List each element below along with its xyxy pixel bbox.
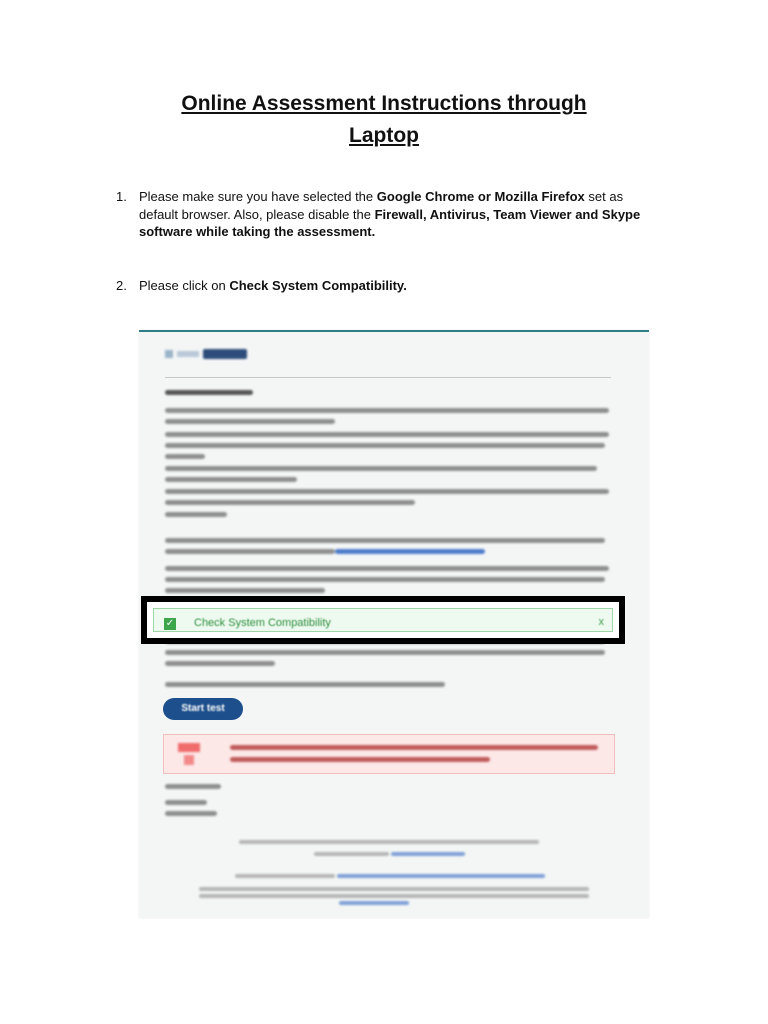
step-text [139, 188, 659, 241]
title-line-2: Laptop [349, 124, 419, 147]
step-number: 1. [116, 189, 127, 204]
step-text [139, 277, 659, 295]
compatibility-highlight-frame [141, 596, 625, 644]
start-test-button[interactable] [163, 698, 243, 720]
email-brand-logo [165, 348, 250, 360]
compatibility-icon: ✓ [165, 618, 175, 629]
step-text-bold: Google Chrome or Mozilla Firefox [376, 189, 585, 204]
title-line-1: Online Assessment Instructions through [181, 92, 587, 115]
check-system-compatibility-button[interactable] [153, 608, 613, 632]
webcam-alert [163, 734, 615, 774]
step-text-bold: Check System Compatibility. [229, 278, 407, 293]
webcam-icon [178, 743, 200, 765]
step-text-bold: Firewall, Antivirus, Team Viewer and Skype software while taking the assessment. [139, 206, 641, 239]
step-number: 2. [116, 278, 127, 293]
step-text-part: Please make sure you have selected the [139, 189, 377, 204]
document-title [0, 88, 768, 152]
close-icon[interactable]: x [598, 616, 604, 628]
start-test-label: Start test [181, 703, 225, 714]
step-text-part: Please click on [139, 278, 230, 293]
email-divider [165, 377, 611, 378]
compatibility-label: Check System Compatibility [194, 617, 331, 629]
step-text-part: set as default browser. Also, please disable the [139, 189, 624, 222]
